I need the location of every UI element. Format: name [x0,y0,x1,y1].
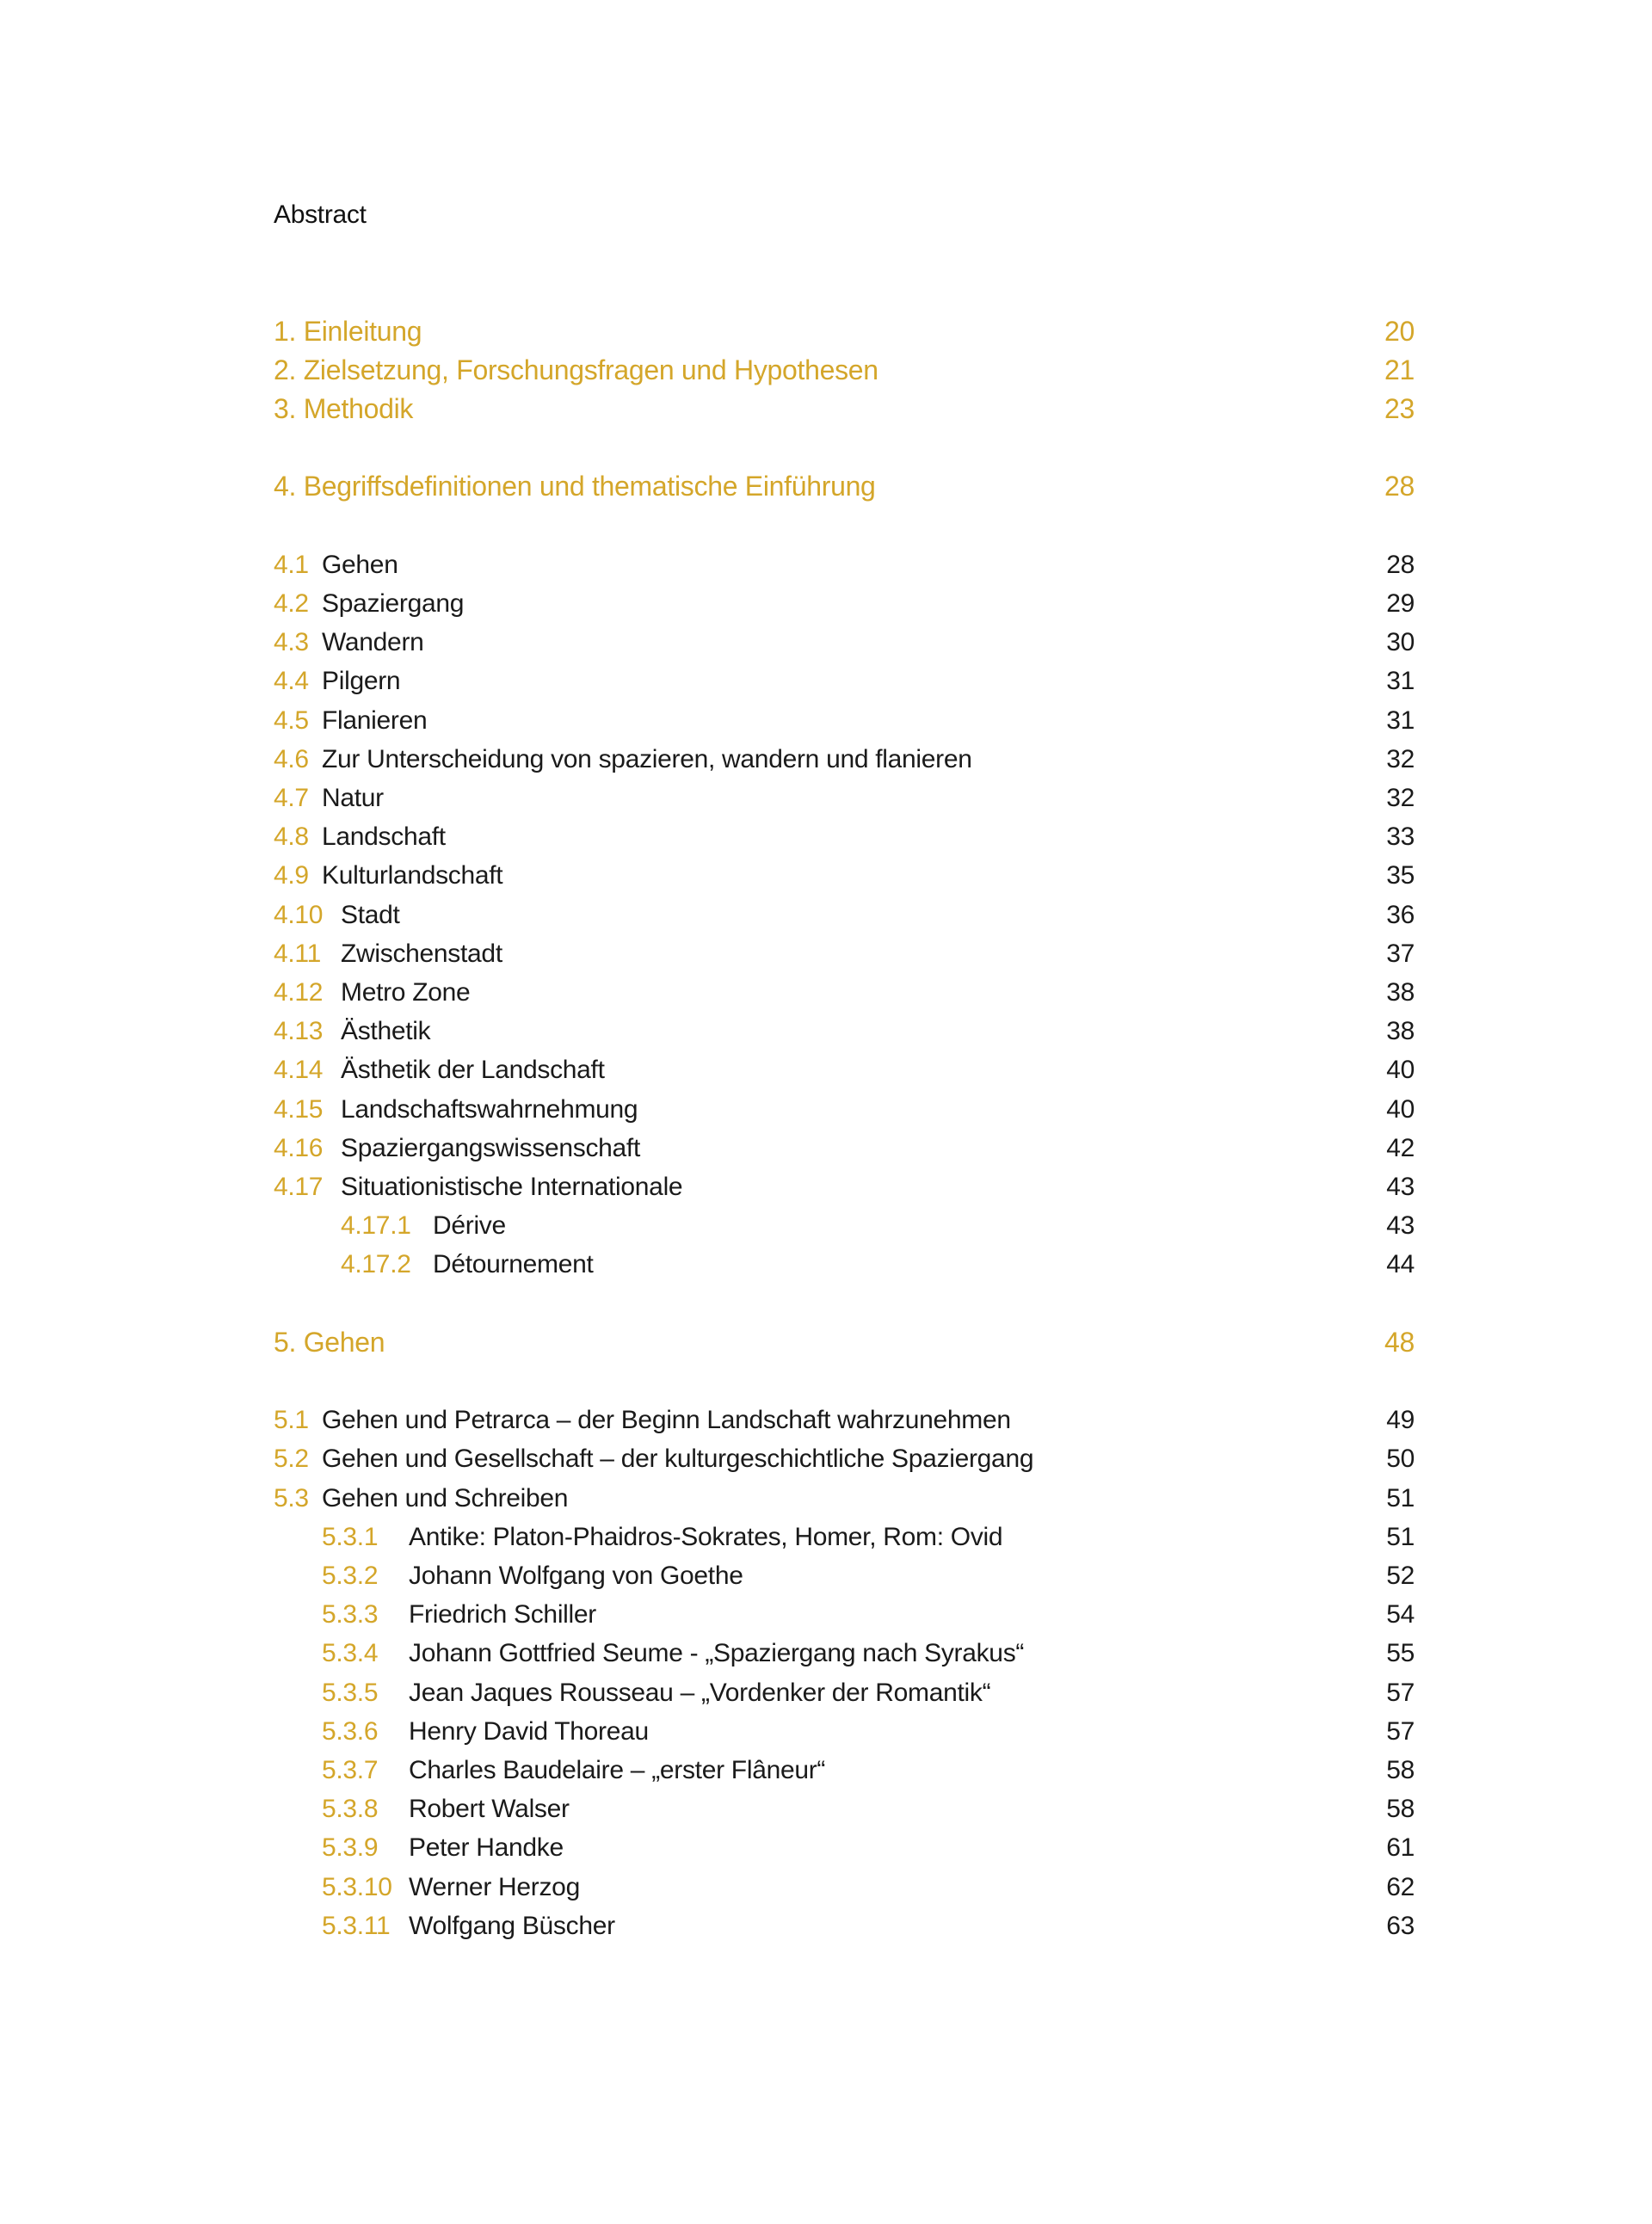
entry-number: 5.3.11 [322,1911,391,1940]
entry-number: 5.3.10 [322,1872,392,1901]
toc-entry[interactable] [274,1439,1415,1478]
entry-page-number: 38 [1386,978,1415,1007]
entry-number: 4.11 [274,939,321,968]
toc-entry[interactable] [274,1245,1415,1284]
toc-entry[interactable] [274,896,1415,934]
entry-page-number: 40 [1386,1094,1415,1124]
entry-number: 4.10 [274,900,324,929]
entry-page-number: 51 [1386,1522,1415,1551]
toc-entry[interactable] [274,584,1415,623]
entry-title: Henry David Thoreau [409,1716,649,1746]
entry-number: 4.15 [274,1094,324,1124]
toc-entry[interactable] [274,1479,1415,1518]
toc-entry[interactable] [274,623,1415,662]
entry-number: 4.7 [274,784,309,812]
entry-page-number: 30 [1386,628,1415,657]
toc-entry[interactable] [274,856,1415,895]
toc-chapter-entry[interactable] [274,390,1415,428]
entry-title: Landschaftswahrnehmung [341,1094,638,1124]
entry-title: Gehen und Gesellschaft – der kulturgeschichtliche Spaziergang [322,1445,1034,1474]
entry-number: 5.3.7 [322,1756,379,1784]
entry-page-number: 40 [1386,1056,1415,1085]
entry-page-number: 21 [1384,354,1415,385]
toc-entry[interactable] [274,1595,1415,1634]
toc-entry[interactable] [274,1712,1415,1751]
entry-number: 4.16 [274,1133,324,1162]
entry-number: 4.17.2 [341,1250,411,1279]
entry-number: 4.4 [274,667,309,696]
entry-page-number: 63 [1386,1911,1415,1940]
entry-page-number: 29 [1386,589,1415,618]
toc-entry[interactable] [274,740,1415,779]
entry-number: 1. [274,315,297,347]
entry-title [274,351,878,390]
entry-page-number: 54 [1386,1600,1415,1629]
entry-page-number: 20 [1384,315,1415,347]
entry-title: Spaziergangswissenschaft [341,1133,640,1162]
entry-number: 3. [274,393,297,424]
entry-page-number: 48 [1384,1326,1415,1358]
entry-title [274,390,413,428]
entry-title: Wandern [322,628,424,657]
entry-page-number: 32 [1386,784,1415,812]
entry-number: 4.12 [274,978,324,1007]
entry-number: 4.17.1 [341,1211,411,1241]
entry-number: 5.3 [274,1483,309,1512]
toc-entry[interactable] [274,1129,1415,1167]
entry-title: Metro Zone [341,978,471,1007]
entry-page-number: 58 [1386,1795,1415,1824]
toc-entry[interactable] [274,1167,1415,1206]
entry-page-number: 36 [1386,900,1415,929]
toc-entry[interactable] [274,1401,1415,1439]
toc-chapter-entry[interactable] [274,312,1415,351]
entry-title [274,1323,385,1362]
entry-page-number: 28 [1384,471,1415,502]
entry-title: Gehen [322,550,398,579]
entry-number: 4.8 [274,822,309,852]
entry-number: 4. [274,471,297,502]
entry-title: Spaziergang [322,589,465,618]
entry-number: 4.9 [274,861,309,890]
entry-title: Natur [322,784,384,812]
entry-number: 5.3.6 [322,1716,379,1746]
entry-page-number: 61 [1386,1833,1415,1863]
entry-page-number: 31 [1386,667,1415,696]
entry-title-text: Methodik [303,393,414,424]
entry-number: 5.3.4 [322,1639,379,1668]
toc-entry[interactable] [274,1206,1415,1245]
toc-entry[interactable] [274,1751,1415,1790]
entry-number: 5. [274,1326,297,1358]
entry-title: Gehen und Schreiben [322,1483,569,1512]
entry-title: Pilgern [322,667,401,696]
toc-entry[interactable] [274,1518,1415,1556]
entry-number: 4.17 [274,1173,324,1201]
entry-title: Ästhetik der Landschaft [341,1056,605,1085]
entry-page-number: 58 [1386,1756,1415,1784]
entry-title: Peter Handke [409,1833,564,1863]
entry-title: Friedrich Schiller [409,1600,596,1629]
entry-number: 5.1 [274,1406,309,1435]
entry-number: 4.2 [274,589,309,618]
toc-entry[interactable] [274,1868,1415,1907]
entry-page-number: 23 [1384,393,1415,424]
entry-title-text: Einleitung [303,315,422,347]
entry-number: 5.3.9 [322,1833,379,1863]
entry-number: 4.6 [274,744,309,773]
entry-title: Situationistische Internationale [341,1173,683,1201]
toc-entry[interactable] [274,1556,1415,1595]
entry-page-number: 50 [1386,1445,1415,1474]
toc-entry[interactable] [274,1012,1415,1050]
entry-page-number: 37 [1386,939,1415,968]
entry-title: Landschaft [322,822,446,852]
toc-entry[interactable] [274,1828,1415,1867]
toc-entry[interactable] [274,662,1415,700]
entry-number: 4.14 [274,1056,324,1085]
entry-title: Robert Walser [409,1795,570,1824]
entry-title: Johann Gottfried Seume - „Spaziergang nach Syrakus“ [409,1639,1025,1668]
entry-page-number: 38 [1386,1017,1415,1046]
entry-title: Antike: Platon-Phaidros-Sokrates, Homer, Rom: Ovid [409,1522,1003,1551]
toc-entry[interactable] [274,1790,1415,1828]
entry-number: 5.3.5 [322,1678,379,1707]
entry-number: 5.2 [274,1445,309,1474]
entry-title: Wolfgang Büscher [409,1911,615,1940]
toc-chapter-entry[interactable] [274,467,1415,506]
entry-page-number: 49 [1386,1406,1415,1435]
toc-chapter-entry[interactable] [274,351,1415,390]
entry-title: Ästhetik [341,1017,431,1046]
entry-title: Zwischenstadt [341,939,502,968]
entry-page-number: 43 [1386,1173,1415,1201]
entry-page-number: 57 [1386,1716,1415,1746]
entry-title [274,312,422,351]
toc-entry[interactable] [274,973,1415,1012]
toc-entry[interactable] [274,1907,1415,1945]
entry-number: 5.3.3 [322,1600,379,1629]
entry-number: 4.1 [274,550,309,579]
abstract-label: Abstract [274,200,367,229]
entry-page-number: 42 [1386,1133,1415,1162]
toc-entry[interactable] [274,701,1415,740]
entry-title: Zur Unterscheidung von spazieren, wandern und flanieren [322,744,972,773]
toc-entry[interactable] [274,934,1415,973]
toc-entry[interactable] [274,1050,1415,1089]
entry-number: 5.3.1 [322,1522,379,1551]
toc-entry[interactable] [274,779,1415,817]
entry-number: 2. [274,354,297,385]
toc-entry[interactable] [274,545,1415,584]
entry-page-number: 57 [1386,1678,1415,1707]
abstract-heading[interactable] [274,195,1415,234]
entry-number: 4.3 [274,628,309,657]
entry-page-number: 44 [1386,1250,1415,1279]
toc-entry[interactable] [274,1673,1415,1712]
entry-title: Dérive [433,1211,506,1241]
entry-page-number: 62 [1386,1872,1415,1901]
entry-title: Flanieren [322,705,428,735]
entry-title-text: Gehen [303,1326,385,1358]
entry-number: 5.3.2 [322,1562,379,1590]
toc-entry[interactable] [274,1634,1415,1673]
entry-page-number: 55 [1386,1639,1415,1668]
entry-title: Charles Baudelaire – „erster Flâneur“ [409,1756,826,1784]
entry-title: Gehen und Petrarca – der Beginn Landschaft wahrzunehmen [322,1406,1011,1435]
toc-entry[interactable] [274,817,1415,856]
entry-page-number: 31 [1386,705,1415,735]
entry-title: Jean Jaques Rousseau – „Vordenker der Romantik“ [409,1678,991,1707]
toc-chapter-entry[interactable] [274,1323,1415,1362]
entry-page-number: 33 [1386,822,1415,852]
entry-page-number: 43 [1386,1211,1415,1241]
entry-title: Détournement [433,1250,594,1279]
entry-title: Werner Herzog [409,1872,580,1901]
entry-title-text: Zielsetzung, Forschungsfragen und Hypothesen [303,354,878,385]
entry-page-number: 35 [1386,861,1415,890]
entry-page-number: 52 [1386,1562,1415,1590]
entry-title: Johann Wolfgang von Goethe [409,1562,743,1590]
entry-title: Stadt [341,900,400,929]
entry-title [274,467,876,506]
entry-title: Kulturlandschaft [322,861,503,890]
entry-number: 4.5 [274,705,309,735]
entry-page-number: 32 [1386,744,1415,773]
entry-number: 4.13 [274,1017,324,1046]
toc-entry[interactable] [274,1090,1415,1129]
entry-number: 5.3.8 [322,1795,379,1824]
entry-page-number: 51 [1386,1483,1415,1512]
entry-title-text: Begriffsdefinitionen und thematische Einführung [303,471,876,502]
entry-page-number: 28 [1386,550,1415,579]
